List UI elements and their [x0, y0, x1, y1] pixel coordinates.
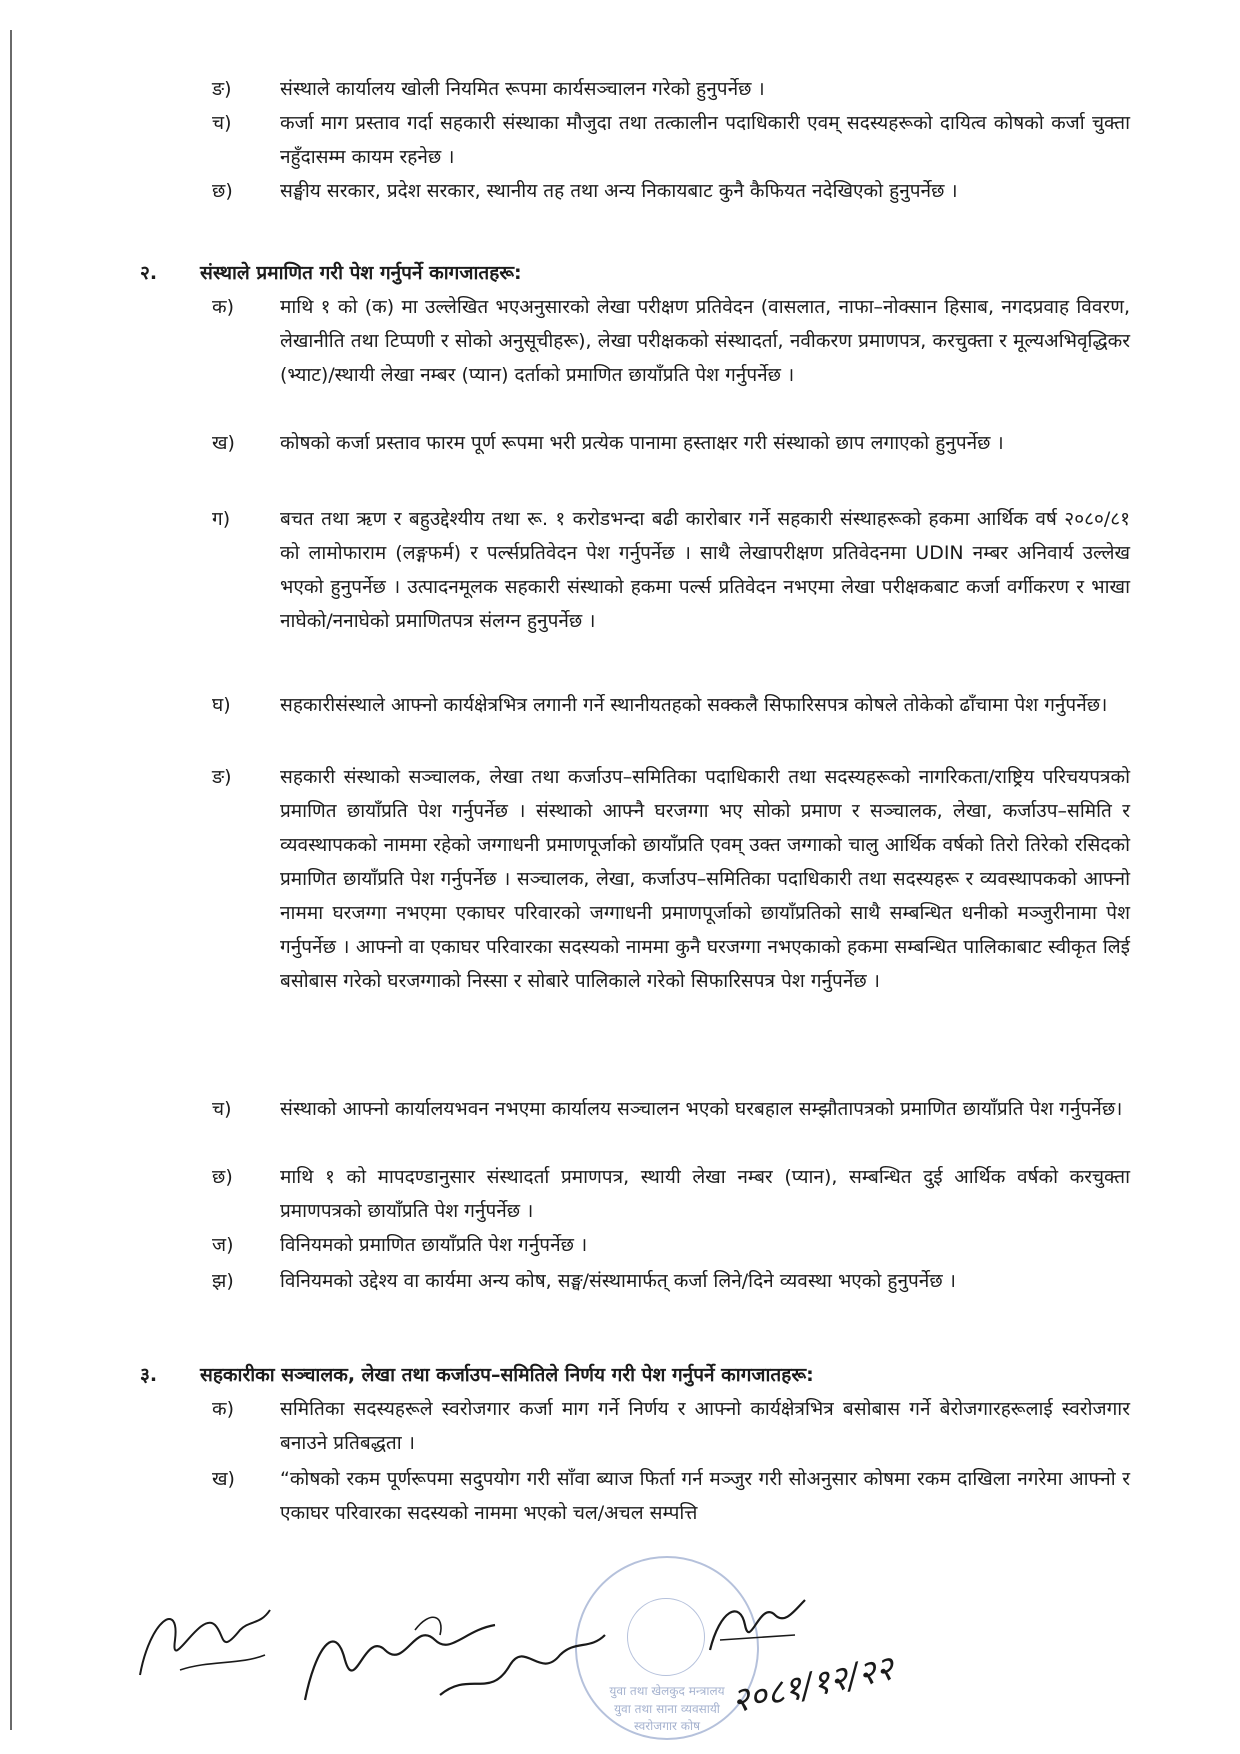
- item-text: माथि १ को (क) मा उल्लेखित भएअनुसारको लेखा परीक्षण प्रतिवेदन (वासलात, नाफा–नोक्सान हिसाब, नगदप्रवाह विवरण, लेखानीति तथा टिप्पणी र सोको अनुसूचीहरू), लेखा परीक्षकको संस्थादर्ता, नवीकरण प्रमाणपत्र, करचुक्ता र मूल्यअभिवृद्धिकर (भ्याट)/स्थायी लेखा नम्बर (प्यान) दर्ताको प्रमाणित छायाँप्रति पेश गर्नुपर्नेछ ।: [280, 296, 1130, 386]
- item-text: कोषको कर्जा प्रस्ताव फारम पूर्ण रूपमा भरी प्रत्येक पानामा हस्ताक्षर गरी संस्थाको छाप लगाएको हुनुपर्नेछ ।: [280, 432, 1004, 454]
- item-marker: च): [212, 1098, 232, 1120]
- item-marker: ज): [212, 1234, 234, 1256]
- section-number: ३.: [140, 1364, 158, 1386]
- item-marker: झ): [212, 1270, 234, 1292]
- section-number: २.: [140, 262, 158, 284]
- signature-1: [120, 1580, 280, 1690]
- item-text: कर्जा माग प्रस्ताव गर्दा सहकारी संस्थाका मौजुदा तथा तत्कालीन पदाधिकारी एवम् सदस्यहरूको दायित्व कोषको कर्जा चुक्ता नहुँदासम्म कायम रहनेछ ।: [280, 112, 1130, 168]
- item-text: संस्थाले कार्यालय खोली नियमित रूपमा कार्यसञ्चालन गरेको हुनुपर्नेछ ।: [280, 78, 765, 100]
- item-marker: घ): [212, 694, 231, 716]
- seal-ministry-text: युवा तथा खेलकुद मन्त्रालय: [609, 1684, 725, 1698]
- item-marker: क): [212, 1398, 235, 1420]
- signature-4: [700, 1580, 810, 1670]
- item-marker: ख): [212, 1468, 235, 1490]
- item-text: सहकारीसंस्थाले आफ्नो कार्यक्षेत्रभित्र लगानी गर्ने स्थानीयतहको सक्कलै सिफारिसपत्र कोषले तोकेको ढाँचामा पेश गर्नुपर्नेछ।: [280, 694, 1108, 716]
- seal-emblem-icon: [627, 1598, 705, 1676]
- item-marker: ङ): [212, 78, 232, 100]
- item-marker: ख): [212, 432, 235, 454]
- item-text: बचत तथा ऋण र बहुउद्देश्यीय तथा रू. १ करोडभन्दा बढी कारोबार गर्ने सहकारी संस्थाहरूको हकमा आर्थिक वर्ष २०८०/८१ को लामोफाराम (लङ्गफर्म) र पर्ल्सप्रतिवेदन पेश गर्नुपर्नेछ । साथै लेखापरीक्षण प्रतिवेदनमा UDIN नम्बर अनिवार्य उल्लेख भएको हुनुपर्नेछ । उत्पादनमूलक सहकारी संस्थाको हकमा पर्ल्स प्रतिवेदन नभएमा लेखा परीक्षकबाट कर्जा वर्गीकरण र भाखा नाघेको/ननाघेको प्रमाणितपत्र संलग्न हुनुपर्नेछ ।: [280, 508, 1130, 632]
- signature-date: २०८१/१२/२२: [728, 1648, 898, 1722]
- item-marker: ग): [212, 508, 231, 530]
- item-text: “कोषको रकम पूर्णरूपमा सदुपयोग गरी साँवा ब्याज फिर्ता गर्न मञ्जुर गरी सोअनुसार कोषमा रकम दाखिला नगरेमा आफ्नो र एकाघर परिवारका सदस्यको नाममा भएको चल/अचल सम्पत्ति: [280, 1468, 1130, 1524]
- item-marker: छ): [212, 1166, 233, 1188]
- item-text: विनियमको उद्देश्य वा कार्यमा अन्य कोष, सङ्घ/संस्थामार्फत् कर्जा लिने/दिने व्यवस्था भएको हुनुपर्नेछ ।: [280, 1270, 956, 1292]
- item-text: सहकारी संस्थाको सञ्चालक, लेखा तथा कर्जाउप–समितिका पदाधिकारी तथा सदस्यहरूको नागरिकता/राष्ट्रिय परिचयपत्रको प्रमाणित छायाँप्रति पेश गर्नुपर्नेछ । संस्थाको आफ्नै घरजग्गा भए सोको प्रमाण र सञ्चालक, लेखा, कर्जाउप–समिति र व्यवस्थापकको नाममा रहेको जग्गाधनी प्रमाणपूर्जाको छायाँप्रति एवम् उक्त जग्गाको चालु आर्थिक वर्षको तिरो तिरेको रसिदको प्रमाणित छायाँप्रति पेश गर्नुपर्नेछ । सञ्चालक, लेखा, कर्जाउप–समितिका पदाधिकारी तथा सदस्यहरू र व्यवस्थापकको आफ्नो नाममा घरजग्गा नभएमा एकाघर परिवारको जग्गाधनी प्रमाणपूर्जाको छायाँप्रतिको साथै सम्बन्धित धनीको मञ्जुरीनामा पेश गर्नुपर्नेछ । आफ्नो वा एकाघर परिवारका सदस्यको नाममा कुनै घरजग्गा नभएकाको हकमा सम्बन्धित पालिकाबाट स्वीकृत लिई बसोबास गरेको घरजग्गाको निस्सा र सोबारे पालिकाले गरेको सिफारिसपत्र पेश गर्नुपर्नेछ ।: [280, 766, 1130, 992]
- item-marker: क): [212, 296, 235, 318]
- item-text: सङ्घीय सरकार, प्रदेश सरकार, स्थानीय तह तथा अन्य निकायबाट कुनै कैफियत नदेखिएको हुनुपर्नेछ ।: [280, 180, 958, 202]
- section-title: संस्थाले प्रमाणित गरी पेश गर्नुपर्ने कागजातहरू:: [200, 262, 522, 284]
- item-text: समितिका सदस्यहरूले स्वरोजगार कर्जा माग गर्ने निर्णय र आफ्नो कार्यक्षेत्रभित्र बसोबास गर्ने बेरोजगारहरूलाई स्वरोजगार बनाउने प्रतिबद्धता ।: [280, 1398, 1130, 1454]
- seal-fund-text: युवा तथा साना व्यवसायी स्वरोजगार कोष: [614, 1702, 720, 1733]
- item-text: माथि १ को मापदण्डानुसार संस्थादर्ता प्रमाणपत्र, स्थायी लेखा नम्बर (प्यान), सम्बन्धित दुई आर्थिक वर्षको करचुक्ता प्रमाणपत्रको छायाँप्रति पेश गर्नुपर्नेछ ।: [280, 1166, 1130, 1222]
- item-text: संस्थाको आफ्नो कार्यालयभवन नभएमा कार्यालय सञ्चालन भएको घरबहाल सम्झौतापत्रको प्रमाणित छायाँप्रति पेश गर्नुपर्नेछ।: [280, 1098, 1123, 1120]
- item-marker: ङ): [212, 766, 232, 788]
- section-title: सहकारीका सञ्चालक, लेखा तथा कर्जाउप–समितिले निर्णय गरी पेश गर्नुपर्ने कागजातहरू:: [200, 1364, 814, 1386]
- item-text: विनियमको प्रमाणित छायाँप्रति पेश गर्नुपर्नेछ ।: [280, 1234, 588, 1256]
- item-marker: च): [212, 112, 232, 134]
- signature-3: [430, 1610, 610, 1710]
- item-marker: छ): [212, 180, 233, 202]
- scan-edge-line: [10, 30, 12, 1730]
